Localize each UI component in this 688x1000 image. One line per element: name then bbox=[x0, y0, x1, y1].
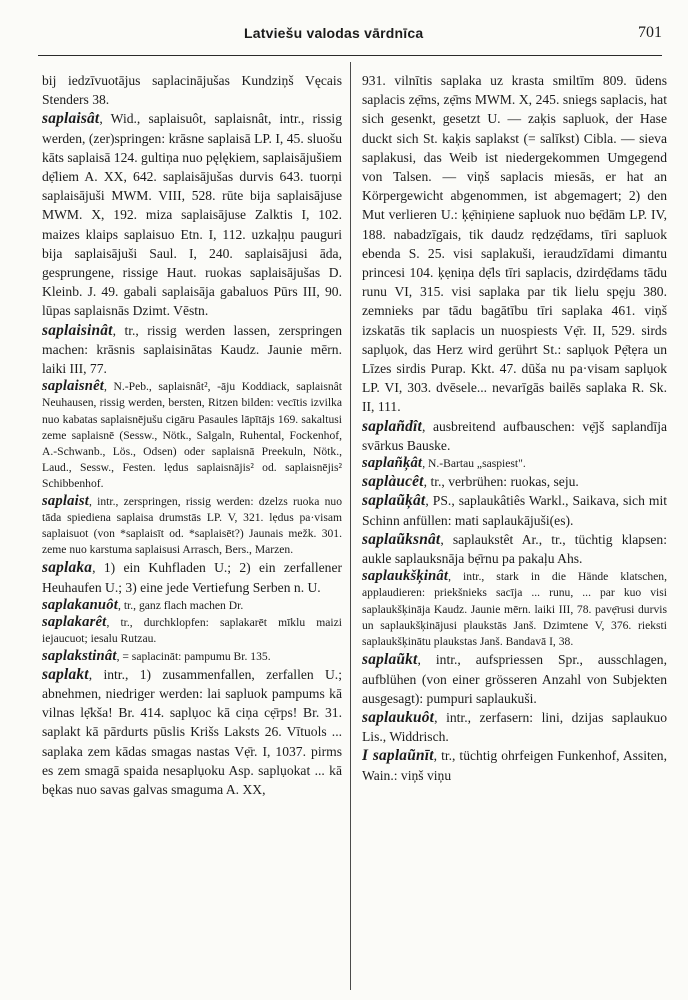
dictionary-entry bbox=[42, 378, 342, 492]
entry-paragraph: saplaisât, Wid., saplaisuôt, saplaisnât, intr., rissig werden, (zer)springen: krāsne saplaisā LP. I, 45. sluošu kāts saplaisā 124. gultiņa nuo pęlękiem, saplaisājušiem dẹ̄liem A. XX, 642. saplaisājušas durvis 643. tuorņi saplaisājuši MWM. VIII, 528. rūte bija saplaisājuse MWM. X, 192. miza saplaisājuse Zalktis I, 102. maizes klaips saplaisuo Etn. I, 112. uzkaļņu pauguri bija saplaisājuši Saul. I, 240. saplaisājusi āda, gesprungene, rissige Haut. ruokas saplaisājušas D. Kleinb. J. 49. gabali saplaisāja gabaluos Pūrs III, 90. lūpas saplaisnās Dzimt. Vēstn. bbox=[42, 110, 342, 319]
entry-headword: saplaukuôt bbox=[362, 708, 435, 726]
entry-text: Wid., saplaisuôt, saplaisnât, intr., rissig werden, (zer)springen: krāsne saplaisā LP. I, 45. sluošu kāts saplaisā 124. gultiņa nuo pęlękiem, saplaisājušiem dẹ̄liem A. XX, 642. saplaisājušas durvis 643. tuorņi saplaisājuši MWM. VIII, 528. rūte bija saplaisājuse MWM. X, 192. miza saplaisājuse Zalktis I, 102. maizes klaips saplaisuo Etn. I, 112. uzkaļņu pauguri bija saplaisājuši Saul. I, 240. saplaisājusi āda, gesprungene, rissige Haut. ruokas saplaisājušas D. Kleinb. J. 49. gabali saplaisāja gabaluos Pūrs III, 90. lūpas saplaisnās Dzimt. Vēstn. bbox=[42, 111, 342, 319]
entry-headword: saplakt bbox=[42, 665, 89, 683]
right-column bbox=[362, 71, 667, 991]
dictionary-entry bbox=[42, 597, 342, 614]
dictionary-entry bbox=[362, 491, 667, 529]
entry-text: = saplacināt: pampumu Br. 135. bbox=[122, 649, 271, 663]
dictionary-entry bbox=[42, 109, 342, 320]
entry-paragraph: saplaka, 1) ein Kuhfladen U.; 2) ein zerfallener Heuhaufen U.; 3) eine jede Vertiefung Serben n. U. bbox=[42, 559, 342, 595]
dictionary-entry bbox=[42, 321, 342, 379]
entry-paragraph: I saplaũnīt, tr., tüchtig ohrfeigen Funkenhof, Assiten, Wain.: viņš viņu bbox=[362, 747, 667, 783]
entry-paragraph: saplàucêt, tr., verbrühen: ruokas, seju. bbox=[362, 473, 579, 491]
dictionary-entry bbox=[42, 71, 342, 109]
entry-paragraph: saplañķât, N.-Bartau „saspiest". bbox=[362, 455, 526, 472]
dictionary-entry bbox=[42, 665, 342, 799]
entry-text: bij iedzīvuotājus saplacinājušas Kundziņš Vęcais Stenders 38. bbox=[42, 73, 342, 108]
entry-text: tr., tüchtig ohrfeigen Funkenhof, Assiten, Wain.: viņš viņu bbox=[362, 748, 667, 783]
entry-paragraph: saplaisinât, tr., rissig werden lassen, zerspringen machen: krāsnis saplaisinātas Kaudz. Jaunie mērn. laiki III, 77. bbox=[42, 321, 342, 377]
dictionary-entry bbox=[362, 650, 667, 708]
entry-headword: saplakanuôt bbox=[42, 596, 119, 613]
entry-paragraph: saplaũkt, intr., aufspriessen Spr., ausschlagen, aufblühen (von einer grösseren Anzahl von Subjekten ausgesagt): pumpuri saplaukuši. bbox=[362, 651, 667, 706]
entry-text: ausbreitend aufbauschen: vẹ̄jš saplandīja svārkus Bauske. bbox=[362, 418, 667, 453]
entry-text: tr., rissig werden lassen, zerspringen machen: krāsnis saplaisinātas Kaudz. Jaunie mērn. laiki III, 77. bbox=[42, 322, 342, 377]
entry-headword: saplaũkt bbox=[362, 651, 418, 669]
entry-text: intr., zerfasern: lini, dzijas saplaukuo Lis., Widdrisch. bbox=[362, 709, 667, 745]
entry-headword: saplakarêt bbox=[42, 614, 107, 631]
entry-paragraph: saplakanuôt, tr., ganz flach machen Dr. bbox=[42, 596, 244, 613]
entry-paragraph: saplaukšķinât, intr., stark in die Hände klatschen, applaudieren: priekšnieks sacīja ... runu, ... par kuo visi saplaukšķināja Kaudz. Jaunie mērn. laiki III, 78. pavẹ̄rusi durvis un saplaukšķinājusi plaukstās Janš. Dzimtene V, 376. rieksti saplaukšķinātu plaukstas Janš. Bandavā I, 38. bbox=[362, 568, 667, 649]
dictionary-entry bbox=[42, 648, 342, 665]
left-column bbox=[42, 71, 342, 991]
dictionary-entry bbox=[362, 417, 667, 455]
entry-paragraph bbox=[42, 71, 342, 109]
dictionary-entry bbox=[42, 493, 342, 559]
entry-paragraph: saplakt, intr., 1) zusammenfallen, zerfallen U.; abnehmen, niedriger werden: lai sapluok pampums kā vilnas lẹ̄kša! Br. 414. saplụoc kā ciņa cẹ̄rps! Br. 31. saplakt kā pārdurts pūslis Krišs Laksts 26. Vītuols ... saplaka zem kādas smagas nastas Vẹ̄r. I, 1037. pirms es zem smagā spaida nesaplụoku Asp. saplụokat ... kā bękas nuo savas galvas smaguma A. XX, bbox=[42, 665, 342, 797]
entry-headword: I saplaũnīt bbox=[362, 747, 434, 765]
dictionary-entry bbox=[42, 558, 342, 596]
dictionary-entry bbox=[362, 455, 667, 472]
entry-text: intr., aufspriessen Spr., ausschlagen, aufblühen (von einer grösseren Anzahl von Subjekten ausgesagt): pumpuri saplaukuši. bbox=[362, 652, 667, 706]
entry-paragraph bbox=[362, 71, 667, 417]
dictionary-entry bbox=[362, 568, 667, 650]
entry-text: saplaukstêt Ar., tr., tüchtig klapsen: aukle saplauksnāja bẹ̄rnu pa pakaļu Ahs. bbox=[362, 531, 667, 567]
entry-paragraph: saplaukuôt, intr., zerfasern: lini, dzijas saplaukuo Lis., Widdrisch. bbox=[362, 708, 667, 745]
running-head bbox=[0, 24, 688, 44]
column-divider bbox=[350, 62, 351, 990]
page-number: 701 bbox=[638, 24, 662, 41]
dictionary-entry bbox=[362, 71, 667, 417]
entry-headword: saplaka bbox=[42, 559, 93, 577]
entry-paragraph: saplaist, intr., zerspringen, rissig werden: dzelzs ruoka nuo tāda spiediena saplaisa drumstās LP. V, 321. lẹdus pa·visam saplaisuot (von *saplaisīt od. *saplaisēt?) Jaunais mežk. 301. zeme nuo karstuma saplaisusi Arrasch, Bers., Marzen. bbox=[42, 492, 342, 557]
entry-headword: saplaukšķinât bbox=[362, 568, 449, 585]
entry-headword: saplaist bbox=[42, 492, 90, 509]
entry-paragraph: saplaũķât, PS., saplaukâtiês Warkl., Saikava, sich mit Schinn anfüllen: mati saplaukājuši(es). bbox=[362, 492, 667, 528]
dictionary-entry bbox=[362, 746, 667, 784]
entry-text: tr., verbrühen: ruokas, seju. bbox=[430, 474, 579, 490]
entry-text: intr., zerspringen, rissig werden: dzelzs ruoka nuo tāda spiediena saplaisa drumstās LP. V, 321. lẹdus pa·visam saplaisuot (von *saplaisīt od. *saplaisēt?) Jaunais mežk. 301. zeme nuo karstuma saplaisusi Arrasch, Bers., Marzen. bbox=[42, 494, 342, 557]
entry-headword: saplaũksnât bbox=[362, 530, 441, 548]
entry-text: tr., durchklopfen: saplakarēt mīklu maizi iejaucuot; iesalu Rutzau. bbox=[42, 616, 342, 646]
running-title: Latviešu valodas vārdnīca bbox=[244, 25, 424, 41]
entry-headword: saplaũķât bbox=[362, 492, 426, 510]
entry-text: PS., saplaukâtiês Warkl., Saikava, sich mit Schinn anfüllen: mati saplaukājuši(es). bbox=[362, 493, 667, 528]
dictionary-entry bbox=[362, 472, 667, 491]
entry-text: intr., 1) zusammenfallen, zerfallen U.; abnehmen, niedriger werden: lai sapluok pampums kā vilnas lẹ̄kša! Br. 414. saplụoc kā ciņa cẹ̄rps! Br. 31. saplakt kā pārdurts pūslis Krišs Laksts 26. Vītuols ... saplaka zem kādas smagas nastas Vẹ̄r. I, 1037. pirms es zem smagā spaida nesaplụoku Asp. saplụokat ... kā bękas nuo savas galvas smaguma A. XX, bbox=[42, 666, 342, 797]
entry-headword: saplaisnêt bbox=[42, 378, 105, 395]
entry-headword: saplàucêt bbox=[362, 473, 424, 491]
entry-headword: saplaisinât bbox=[42, 321, 113, 339]
entry-paragraph: saplaũksnât, saplaukstêt Ar., tr., tüchtig klapsen: aukle saplauksnāja bẹ̄rnu pa pakaļu Ahs. bbox=[362, 530, 667, 567]
entry-paragraph: saplañdît, ausbreitend aufbauschen: vẹ̄jš saplandīja svārkus Bauske. bbox=[362, 417, 667, 453]
entry-text: 1) ein Kuhfladen U.; 2) ein zerfallener Heuhaufen U.; 3) eine jede Vertiefung Serben n. U. bbox=[42, 560, 342, 595]
entry-headword: saplaisât bbox=[42, 110, 100, 128]
entry-text: N.-Peb., saplaisnât², -āju Koddiack, saplaisnât Neuhausen, rissig werden, bersten, Ritzen bilden: vecītis izvilka nuo kabatas saplaisnējušu cigāru Pasaules lāpītājs 169. sakaltusi zeme saplaisnē (Sessw., Nötk., Salgaln, Ruhental, Fockenhof, A.-Schwanb., Lös., Odsen) oder saplaisnā Preekuln, Nötk., Laud., Sessw., Festen. lẹdus saplaisnājis² od. saplaisnējis² Schibbenhof. bbox=[42, 380, 342, 491]
entry-headword: saplakstinât bbox=[42, 647, 117, 664]
entry-paragraph: saplakstinât, = saplacināt: pampumu Br. 135. bbox=[42, 647, 271, 664]
entry-text: tr., ganz flach machen Dr. bbox=[123, 598, 244, 612]
entry-headword: saplañķât bbox=[362, 455, 423, 472]
header-rule bbox=[38, 55, 662, 56]
dictionary-entry bbox=[42, 614, 342, 647]
dictionary-entry bbox=[362, 708, 667, 746]
entry-text: 931. vilnītis saplaka uz krasta smiltīm 809. ūdens saplacis zẹ̄ms, zẹ̄ms MWM. X, 245. sniegs saplacis, hat sich gesenkt, gesetzt U. — zaķis sapluok, der Hase duckt sich St. kaķis saplakst (= salīkst) Cibla. — sieva saplakusi, das Weib ist niedergekommen Umgegend von Talsen. — viņš saplacis miesās, er hat an Körpergewicht abgenommen, ist abgemagert; 2) den Mut verlieren U.: ķẹ̄niņiene sapluok nuo bẹ̄dām LP. IV, 188. nabadzīgais, tik daudz rẹdzẹ̄dams, tīri sapluok ebenda S. 25. visi saplakuši, ieraudzīdami dimantu princesi 104. ķẹniņa dẹ̄ls tīri saplacis, dzirdẹ̄dams tādu runu VI, 315. visi saplaka par tik lielu spẹju 380. zemnieks par tādu bagātību tīri saplaka 461. viņš izskatās tik saplacis un nuospiests Vẹ̄r. II, 529. sirds saplụok, das Herz wird gerührt St.: saplụok Pẹ̄tẹra un Līzes sirdis Purap. Kkt. 47. dūša nu pa·visam saplụok LP. VI, 303. dvēsele... nevarīgās bailēs saplaka R. Sk. II, 111. bbox=[362, 73, 667, 415]
entry-paragraph: saplakarêt, tr., durchklopfen: saplakarēt mīklu maizi iejaucuot; iesalu Rutzau. bbox=[42, 614, 342, 646]
entry-text: intr., stark in die Hände klatschen, applaudieren: priekšnieks sacīja ... runu, ... par kuo visi saplaukšķināja Kaudz. Jaunie mērn. laiki III, 78. pavẹ̄rusi durvis un saplaukšķinājusi plaukstās Janš. Dzimtene V, 376. rieksti saplaukšķinātu plaukstas Janš. Bandavā I, 38. bbox=[362, 570, 667, 649]
entry-text: N.-Bartau „saspiest". bbox=[428, 457, 526, 471]
dictionary-entry bbox=[362, 530, 667, 568]
entry-paragraph: saplaisnêt, N.-Peb., saplaisnât², -āju Koddiack, saplaisnât Neuhausen, rissig werden, bersten, Ritzen bilden: vecītis izvilka nuo kabatas saplaisnējušu cigāru Pasaules lāpītājs 169. sakaltusi zeme saplaisnē (Sessw., Nötk., Salgaln, Ruhental, Fockenhof, A.-Schwanb., Lös., Odsen) oder saplaisnā Preekuln, Nötk., Laud., Sessw., Festen. lẹdus saplaisnājis² od. saplaisnējis² Schibbenhof. bbox=[42, 378, 342, 491]
entry-headword: saplañdît bbox=[362, 417, 422, 435]
